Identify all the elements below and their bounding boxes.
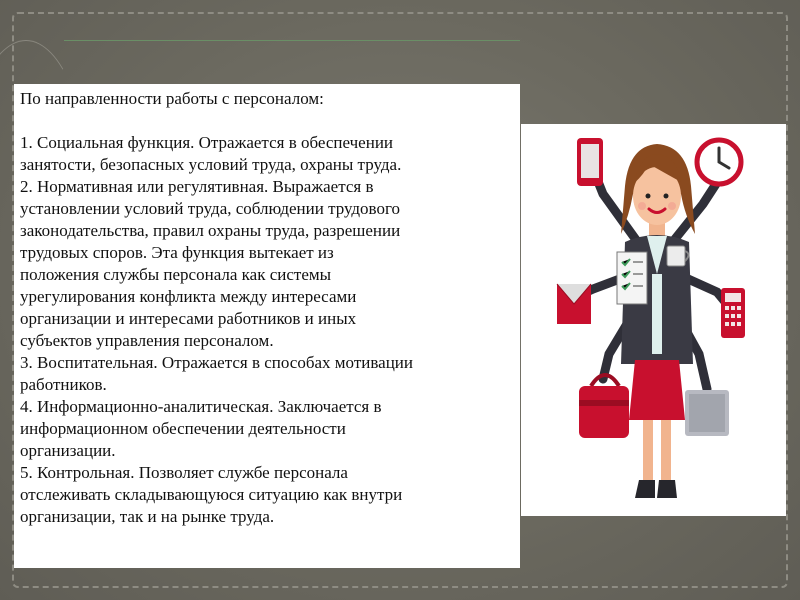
text-card bbox=[14, 84, 520, 568]
heading-underline bbox=[64, 40, 520, 41]
multitasking-woman-icon bbox=[521, 124, 786, 516]
list-item: 3. Воспитательная. Отражается в способах мотивации работников. bbox=[20, 353, 414, 394]
list-item: 4. Информационно-аналитическая. Заключается в информационном обеспечении деятельности организации. bbox=[20, 397, 382, 460]
function-list bbox=[20, 132, 520, 528]
mug-icon bbox=[667, 246, 689, 266]
list-item: 5. Контрольная. Позволяет службе персонала отслеживать складывающуюся ситуацию как внутри организации, так и на рынке труда. bbox=[20, 463, 403, 526]
handbag-icon bbox=[579, 375, 629, 438]
list-item: 1. Социальная функция. Отражается в обеспечении занятости, безопасных условий труда, охраны труда. bbox=[20, 133, 402, 174]
phone-icon bbox=[577, 138, 603, 186]
clock-icon bbox=[697, 140, 741, 184]
laptop-icon bbox=[685, 390, 729, 436]
list-item: 2. Нормативная или регулятивная. Выражается в установлении условий труда, соблюдении трудового законодательства, правил охраны труда, разрешении трудовых споров. Эта функция вытекает из положения службы персонала как системы урегулирования конфликта между интересами организации и интересами работников и иных субъектов управления персоналом. bbox=[20, 177, 401, 350]
checklist-icon bbox=[617, 252, 647, 304]
envelope-icon bbox=[557, 284, 591, 324]
calculator-icon bbox=[721, 288, 745, 338]
slide-heading: По направленности работы с персоналом: bbox=[20, 89, 324, 108]
